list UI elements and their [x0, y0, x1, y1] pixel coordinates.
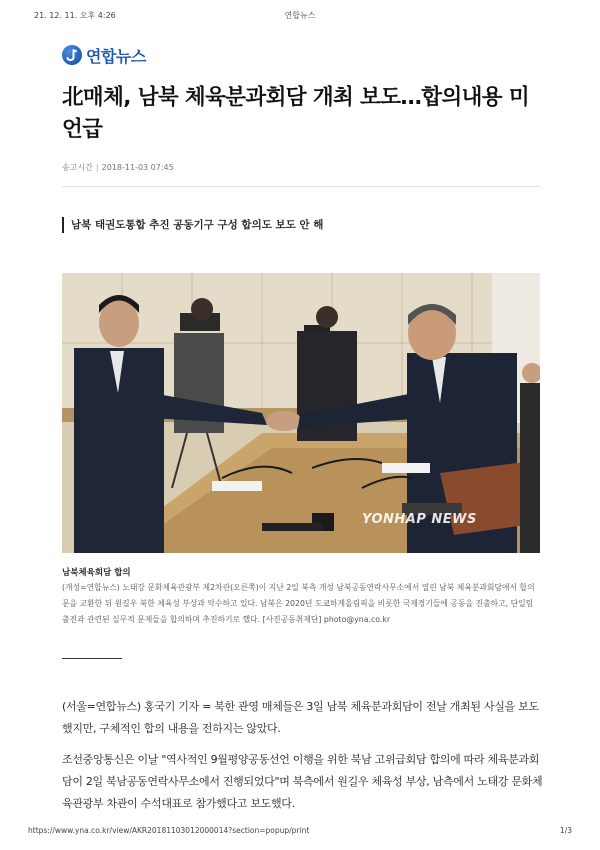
photo-illustration: [62, 273, 540, 553]
print-date: 21. 12. 11. 오후 4:26: [34, 11, 116, 20]
print-footer: [0, 826, 600, 838]
print-page-number: 1/3: [559, 826, 572, 835]
article-photo[interactable]: [62, 273, 540, 553]
article-paragraph: (서울=연합뉴스) 홍국기 기자 = 북한 관영 매체들은 3일 남북 체육분과회담이 전날 개최된 사실을 보도했지만, 구체적인 합의 내용을 전하지는 않았다.: [62, 700, 539, 735]
print-header: [0, 10, 600, 24]
header-divider: [62, 186, 540, 187]
logo-text: 연합뉴스: [86, 46, 146, 66]
yonhap-logo-icon: [62, 45, 82, 65]
photo-caption-body: (개성=연합뉴스) 노태강 문화체육관광부 제2차관(오른쪽)이 지난 2일 북측 개성 남북공동연락사무소에서 열린 남북 체육분과회담에서 합의문을 교환한 뒤 원길우 북한 체육성 부상과 악수하고 있다. 남북은 2020년 도쿄하계올림픽을 비롯한 국제경기들에 공동을 진출하고, 단일팀 출전과 관련된 실무적 문제들을 합의하며 추진하기로 했다. [사진공동취재단] photo@yna.co.kr: [62, 583, 535, 624]
article-paragraph: 조선중앙통신은 이날 "역사적인 9월평양공동선언 이행을 위한 북남 고위급회담 합의에 따라 체육분과회담이 2일 북남공동연락사무소에서 진행되었다"며 북측에서 원길우 체육성 부상, 남측에서 노태강 문화체육관광부 차관이 수석대표로 참가했다고 보도했다.: [62, 753, 543, 810]
meta-datetime: 2018-11-03 07:45: [101, 163, 174, 172]
meta-label: 송고시간: [62, 163, 93, 172]
print-url[interactable]: https://www.yna.co.kr/view/AKR20181103012000014?section=popup/print: [28, 826, 310, 835]
article-subhead: 남북 태권도통합 추진 공동기구 구성 합의도 보도 안 해: [62, 217, 323, 233]
body-divider: [62, 658, 122, 659]
print-page-title: 연합뉴스: [284, 11, 316, 20]
article-headline: 北매체, 남북 체육분과회담 개최 보도…합의내용 미언급: [62, 85, 530, 142]
photo-caption-title: 남북체육회담 합의: [62, 568, 131, 578]
article-meta: [62, 162, 174, 173]
site-logo[interactable]: [62, 42, 146, 68]
photo-watermark: YONHAP NEWS: [362, 512, 477, 527]
meta-separator: |: [95, 163, 99, 172]
